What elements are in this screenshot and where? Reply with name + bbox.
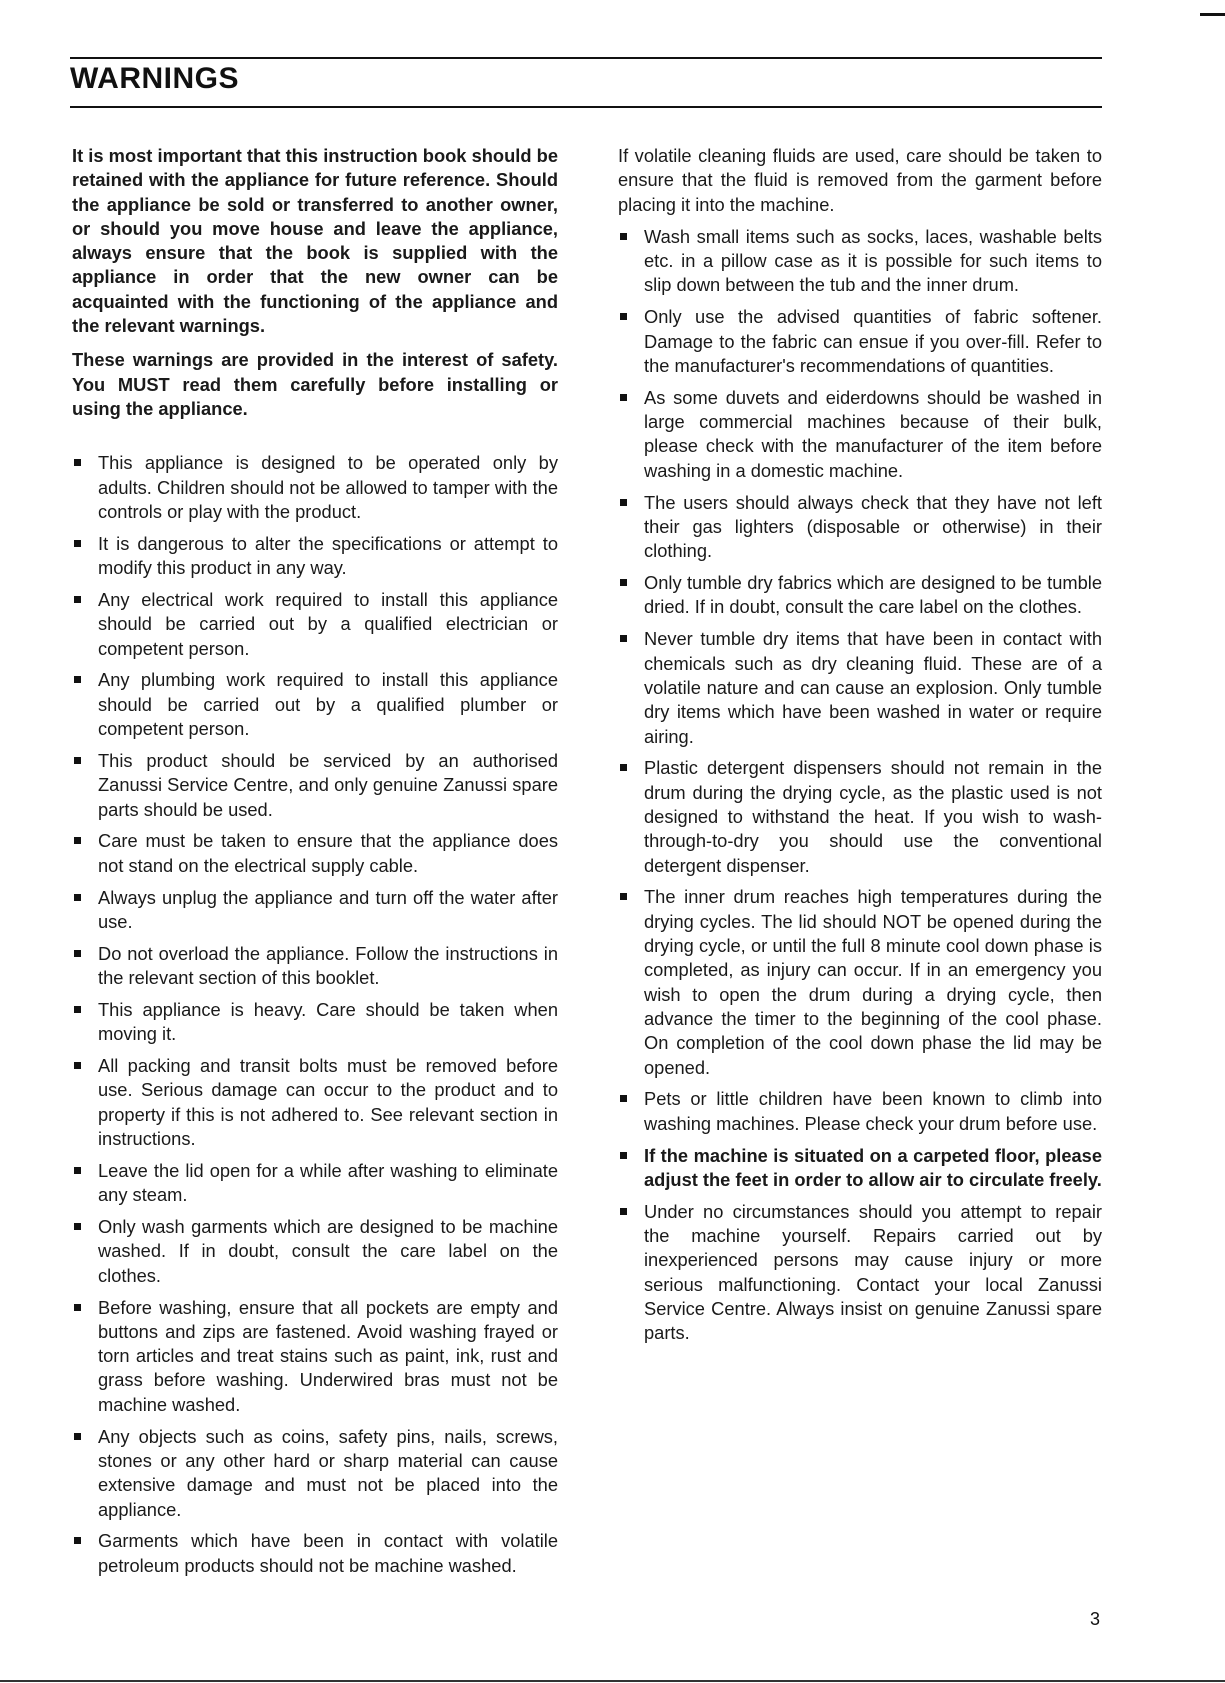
warning-item: This appliance is heavy. Care should be taken when moving it. <box>72 998 558 1047</box>
warning-item: Garments which have been in contact with volatile petroleum products should not be machine washed. <box>72 1529 558 1578</box>
volatile-fluids-continuation: If volatile cleaning fluids are used, care should be taken to ensure that the fluid is removed from the garment before placing it into the machine. <box>618 145 1102 215</box>
warning-item: As some duvets and eiderdowns should be washed in large commercial machines because of their bulk, please check with the manufacturer of the item before washing in a domestic machine. <box>618 386 1102 483</box>
warning-item: The users should always check that they have not left their gas lighters (disposable or otherwise) in their clothing. <box>618 491 1102 564</box>
warning-item: Only tumble dry fabrics which are designed to be tumble dried. If in doubt, consult the care label on the clothes. <box>618 571 1102 620</box>
warning-item: Before washing, ensure that all pockets are empty and buttons and zips are fastened. Avoid washing frayed or torn articles and treat stains such as paint, ink, rust and grass before washing. Underwired bras must not be machine washed. <box>72 1296 558 1417</box>
warning-item: Any plumbing work required to install this appliance should be carried out by a qualified plumber or competent person. <box>72 668 558 741</box>
intro-read-warnings: These warnings are provided in the interest of safety. You MUST read them carefully before installing or using the appliance. <box>72 349 558 419</box>
page-number: 3 <box>1090 1609 1101 1629</box>
warning-item: Never tumble dry items that have been in contact with chemicals such as dry cleaning fluid. These are of a volatile nature and can cause an explosion. Only tumble dry items which have been washed in water or require airing. <box>618 627 1102 748</box>
left-warning-list <box>72 451 558 1578</box>
intro-retain-book: It is most important that this instruction book should be retained with the appliance for future reference. Should the appliance be sold or transferred to another owner, or should you move house and leave the appliance, always ensure that the book is supplied with the appliance in order that the new owner can be acquainted with the functioning of the appliance and the relevant warnings. <box>72 145 558 337</box>
warning-item: Always unplug the appliance and turn off the water after use. <box>72 886 558 935</box>
warning-item: This appliance is designed to be operated only by adults. Children should not be allowed to tamper with the controls or play with the product. <box>72 451 558 524</box>
warning-item: Pets or little children have been known to climb into washing machines. Please check your drum before use. <box>618 1087 1102 1136</box>
warning-item: It is dangerous to alter the specifications or attempt to modify this product in any way. <box>72 532 558 581</box>
page-title: WARNINGS <box>70 62 239 95</box>
warning-item: Only wash garments which are designed to be machine washed. If in doubt, consult the care label on the clothes. <box>72 1215 558 1288</box>
page-edge-line <box>1200 13 1225 16</box>
warning-item: Under no circumstances should you attempt to repair the machine yourself. Repairs carried out by inexperienced persons may cause injury or more serious malfunctioning. Contact your local Zanussi Service Centre. Always insist on genuine Zanussi spare parts. <box>618 1200 1102 1346</box>
warning-item: Plastic detergent dispensers should not remain in the drum during the drying cycle, as the plastic used is not designed to withstand the heat. If you wish to wash-through-to-dry you should use the conventional detergent dispenser. <box>618 756 1102 877</box>
warning-item: This product should be serviced by an authorised Zanussi Service Centre, and only genuine Zanussi spare parts should be used. <box>72 749 558 822</box>
right-warning-list <box>618 225 1102 1346</box>
right-column <box>618 144 1102 1353</box>
warning-item-carpet: If the machine is situated on a carpeted floor, please adjust the feet in order to allow air to circulate freely. <box>618 1144 1102 1193</box>
warning-item: Only use the advised quantities of fabric softener. Damage to the fabric can ensue if you over-fill. Refer to the manufacturer's recommendations of quantities. <box>618 305 1102 378</box>
warning-item: Leave the lid open for a while after washing to eliminate any steam. <box>72 1159 558 1208</box>
warning-item: Any objects such as coins, safety pins, nails, screws, stones or any other hard or sharp material can cause extensive damage and must not be placed into the appliance. <box>72 1425 558 1522</box>
warning-item: Any electrical work required to install this appliance should be carried out by a qualified electrician or competent person. <box>72 588 558 661</box>
warning-item: Care must be taken to ensure that the appliance does not stand on the electrical supply cable. <box>72 829 558 878</box>
warning-item: Wash small items such as socks, laces, washable belts etc. in a pillow case as it is possible for such items to slip down between the tub and the inner drum. <box>618 225 1102 298</box>
warning-item: All packing and transit bolts must be removed before use. Serious damage can occur to the product and to property if this is not adhered to. See relevant section in instructions. <box>72 1054 558 1151</box>
left-column <box>72 144 558 1586</box>
header-rule-top <box>70 57 1102 59</box>
page-bottom-edge <box>0 1680 1225 1682</box>
warning-item: Do not overload the appliance. Follow the instructions in the relevant section of this booklet. <box>72 942 558 991</box>
warning-item: The inner drum reaches high temperatures during the drying cycles. The lid should NOT be opened during the drying cycle, or until the full 8 minute cool down phase is completed, as injury can occur. If in an emergency you wish to open the drum during a drying cycle, then advance the timer to the beginning of the cool phase. On completion of the cool down phase the lid may be opened. <box>618 885 1102 1079</box>
header-rule-bottom <box>70 106 1102 108</box>
